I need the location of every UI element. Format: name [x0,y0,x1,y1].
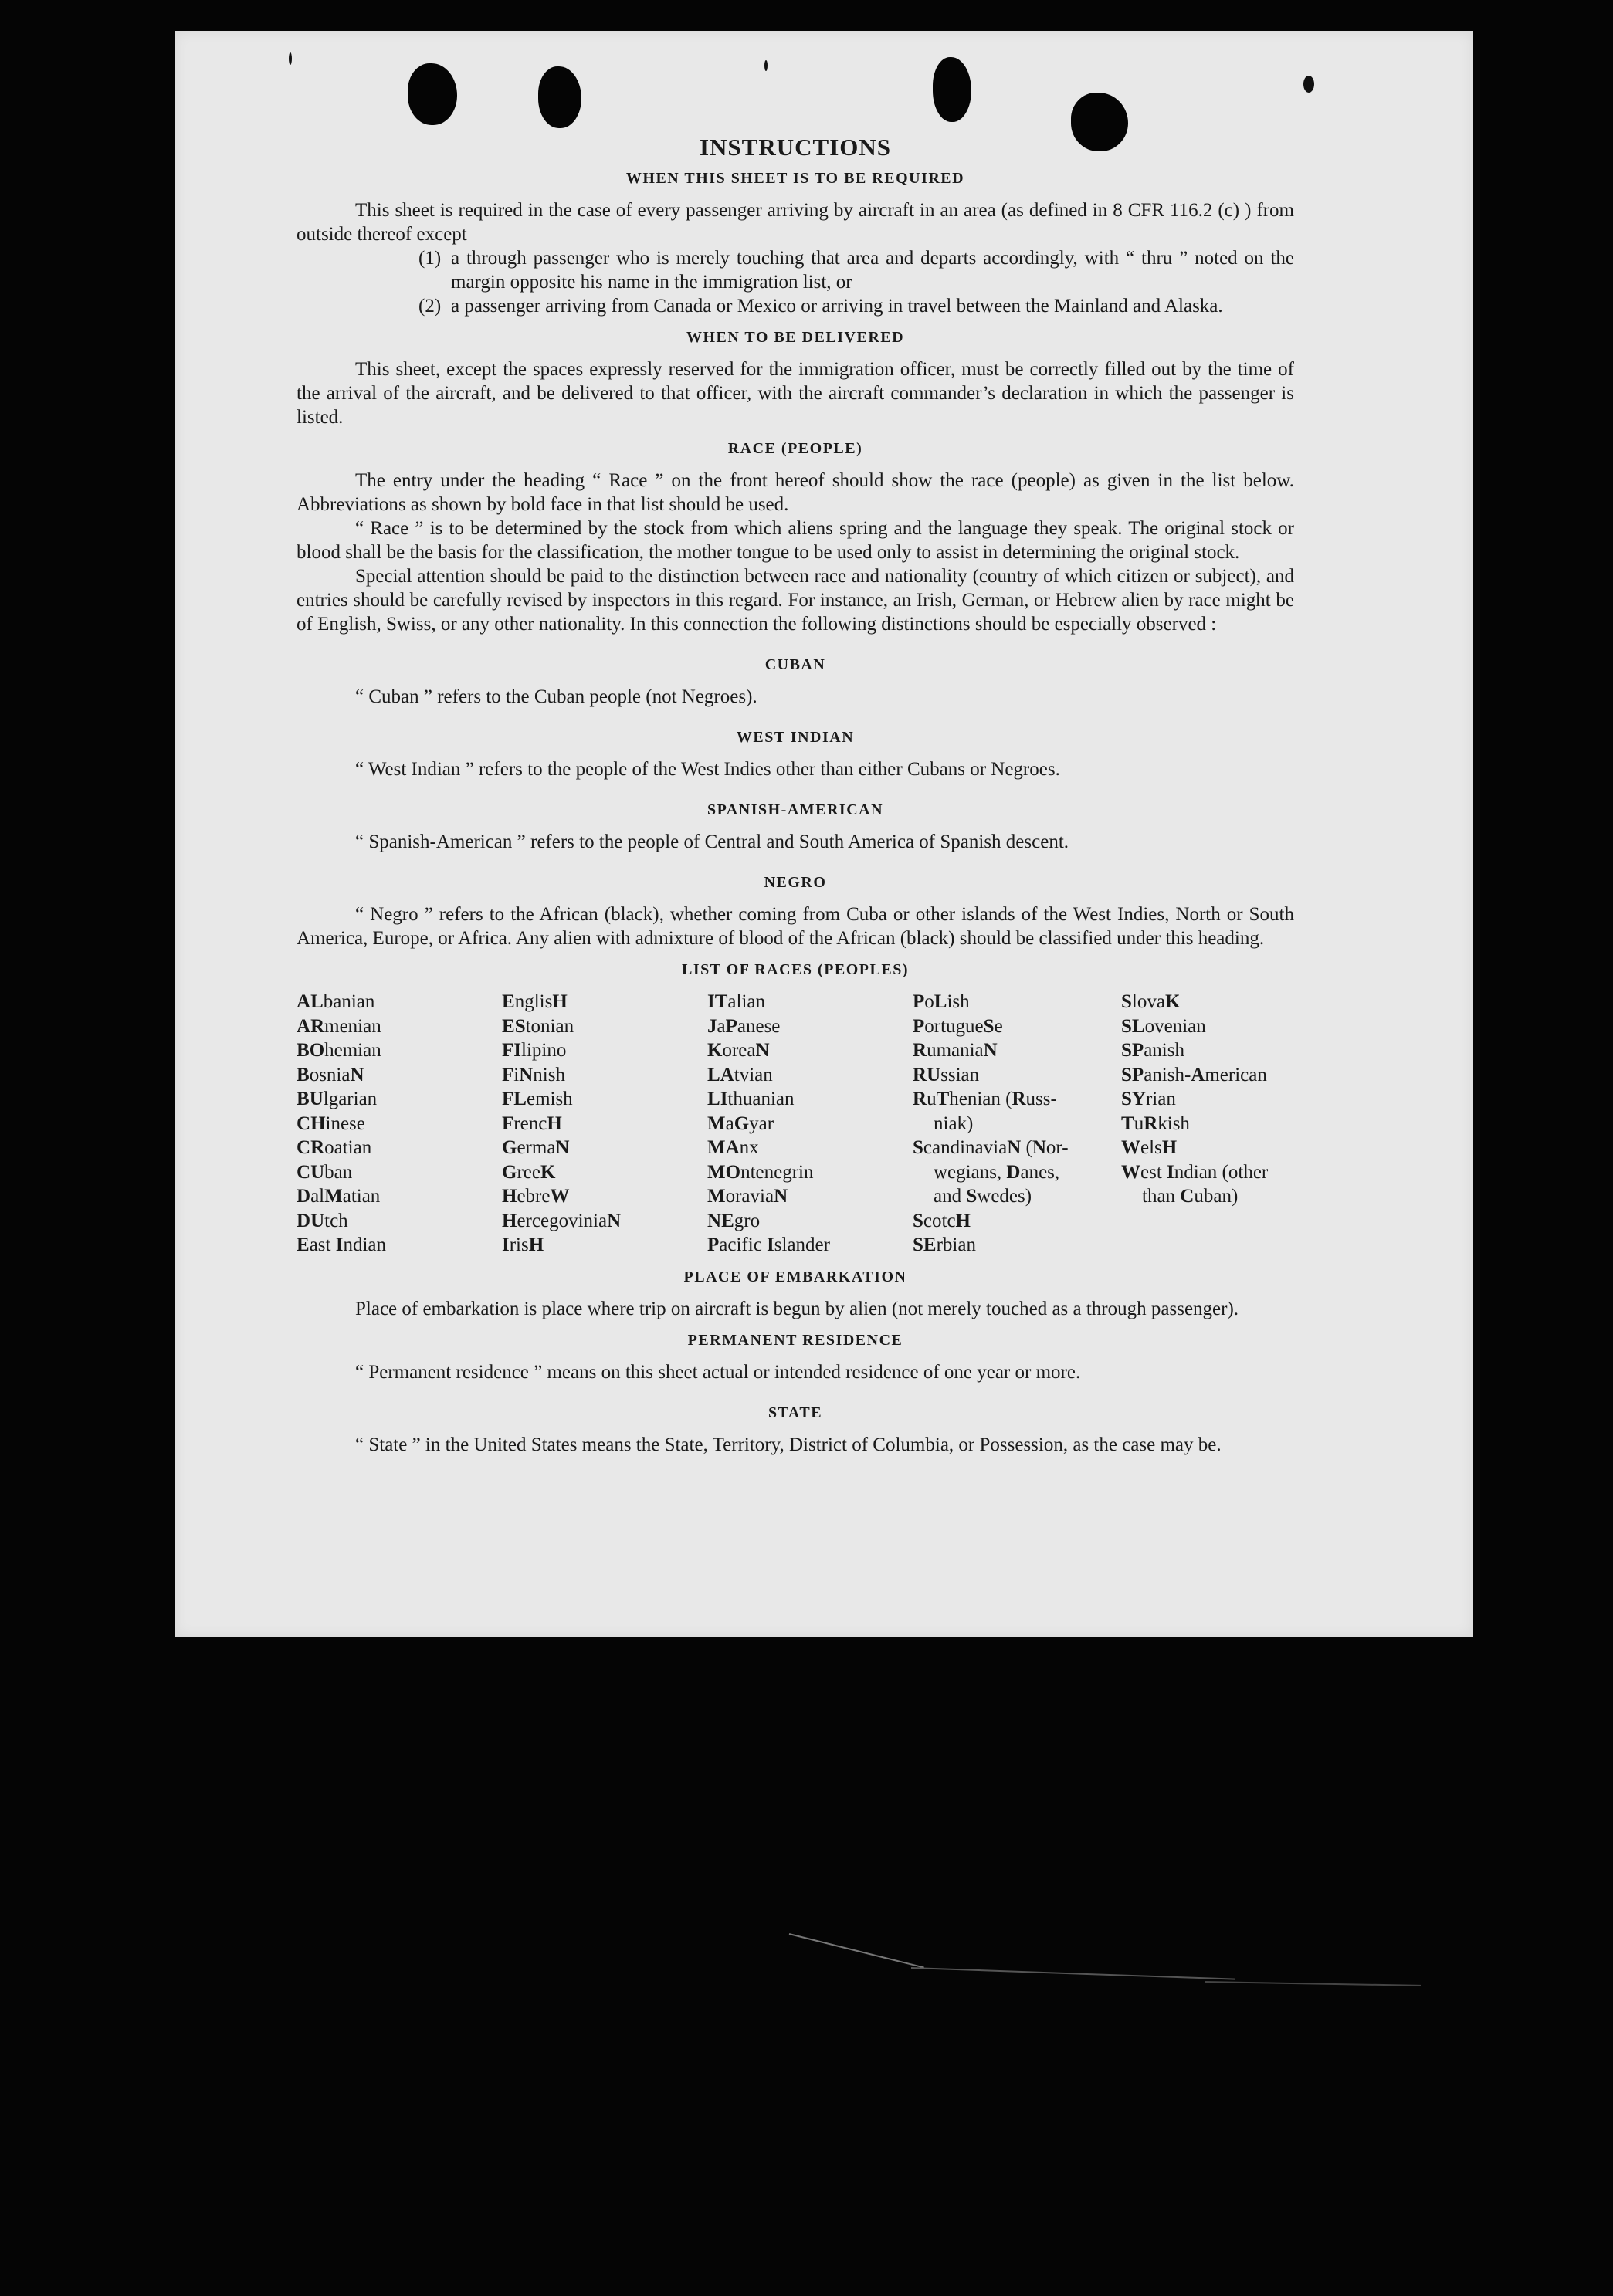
section-heading-when-required: WHEN THIS SHEET IS TO BE REQUIRED [625,170,965,187]
section-heading-embarkation: PLACE OF EMBARKATION [683,1268,907,1285]
race-entry: EStonian [502,1015,574,1037]
race-entry: SLovenian [1121,1015,1206,1037]
residence-text: “ Permanent residence ” means on this sheet actual or intended residence of one year or more. [355,1361,1081,1383]
race-entry: HercegoviniaN [502,1210,622,1231]
section-heading-race: RACE (PEOPLE) [727,440,863,457]
race-entry: DUtch [297,1210,348,1231]
race-paragraph-1: The entry under the heading “ Race ” on the front hereof should show the race (people) as given in the list below. Abbreviations as shown by bold face in that list should be used. [297,470,1294,515]
race-entry: DalMatian [297,1186,381,1207]
punch-hole [933,57,971,122]
race-paragraph-3: Special attention should be paid to the distinction between race and nationality (country of which citizen or subject), and entries should be carefully revised by inspectors in this regard. For instance, an Irish, German, or Hebrew alien by race might be of English, Swiss, or any other nationality. In this connection the following distinctions should be especially observed : [297,566,1294,635]
race-entry: ITalian [707,991,766,1012]
race-entry: wegians, Danes, [934,1161,1060,1183]
section-heading-residence: PERMANENT RESIDENCE [687,1331,903,1349]
race-entry: NEgro [707,1210,761,1231]
race-entry: SErbian [913,1234,976,1255]
state-text: “ State ” in the United States means the State, Territory, District of Columbia, or Possession, as the case may be. [355,1434,1222,1455]
race-entry: WelsH [1121,1137,1178,1158]
when-delivered-text: This sheet, except the spaces expressly reserved for the immigration officer, must be correctly filled out by the time of the arrival of the aircraft, and be delivered to that officer, with the aircraft commander’s declaration in which the passenger is listed. [297,359,1294,428]
race-entry: BosniaN [297,1064,364,1085]
races-column-2 [502,990,707,1258]
item-text: a passenger arriving from Canada or Mexico or arriving in travel between the Mainland and Alaska. [451,296,1223,317]
race-entry: Pacific Islander [707,1234,830,1255]
race-entry: HebreW [502,1186,570,1207]
exception-item-1 [418,246,1294,294]
race-entry: RumaniaN [913,1040,998,1061]
race-entry: TuRkish [1121,1112,1190,1134]
race-entry: GreeK [502,1161,556,1183]
race-entry: West Indian (other [1121,1161,1269,1183]
race-entry: PoLish [913,991,970,1012]
scratch-mark [1205,1981,1421,1986]
exception-item-2 [418,294,1294,318]
race-entry: SYrian [1121,1089,1176,1109]
race-entry: FiNnish [502,1064,565,1085]
race-entry: FIlipino [502,1040,567,1061]
section-heading-when-delivered: WHEN TO BE DELIVERED [686,329,905,346]
embarkation-text: Place of embarkation is place where trip on aircraft is begun by alien (not merely touched as a through passenger). [355,1298,1239,1319]
race-entry: ALbanian [297,991,375,1012]
race-entry: CHinese [297,1112,365,1134]
race-entry: SlovaK [1121,991,1181,1012]
race-entry: LIthuanian [707,1089,795,1109]
race-entry: ScandinaviaN (Nor- [913,1137,1069,1158]
race-entry: SPanish-American [1121,1064,1267,1085]
when-required-intro: This sheet is required in the case of every passenger arriving by aircraft in an area (as defined in 8 CFR 116.2 (c) ) from outside thereof except [297,200,1294,245]
page-title: INSTRUCTIONS [699,134,891,161]
race-entry: BUlgarian [297,1089,378,1109]
races-column-3 [707,990,913,1258]
punch-hole [408,63,457,125]
race-entry: and Swedes) [934,1186,1032,1207]
races-column-5 [1121,990,1294,1258]
ink-speck [289,52,292,65]
race-entry: EnglisH [502,991,568,1012]
races-list [297,990,1294,1258]
race-entry: East Indian [297,1234,386,1255]
ink-speck [1303,76,1314,93]
race-entry: JaPanese [707,1015,781,1037]
race-entry: LAtvian [707,1064,773,1085]
race-entry: than Cuban) [1142,1186,1239,1207]
section-heading-state: STATE [768,1404,823,1421]
race-entry: MaGyar [707,1112,774,1134]
race-entry: ScotcH [913,1210,971,1231]
race-entry: RuThenian (Russ- [913,1089,1057,1109]
section-heading-cuban: CUBAN [764,656,826,673]
race-entry: IrisH [502,1234,544,1255]
race-entry: KoreaN [707,1040,770,1061]
ink-speck [764,60,768,71]
section-heading-list-of-races: LIST OF RACES (PEOPLES) [681,961,909,978]
race-entry: RUssian [913,1064,980,1085]
race-entry: MOntenegrin [707,1161,814,1183]
section-heading-spanish-american: SPANISH-AMERICAN [707,801,884,818]
race-entry: CUban [297,1161,353,1183]
races-column-1 [297,990,502,1258]
instructions-content [297,135,1294,1457]
race-entry: PortugueSe [913,1015,1003,1037]
race-entry: SPanish [1121,1040,1184,1061]
item-number: (2) [418,296,442,317]
race-entry: MoraviaN [707,1186,788,1207]
races-column-4 [913,990,1121,1258]
scratch-mark [911,1967,1235,1980]
section-heading-west-indian: WEST INDIAN [736,729,855,746]
punch-hole [538,66,581,128]
document-sheet [175,31,1473,1637]
item-text: a through passenger who is merely touching that area and departs accordingly, with “ thru ” noted on the margin opposite his name in the immigration list, or [451,248,1294,293]
race-entry: CRoatian [297,1137,372,1158]
race-paragraph-2: “ Race ” is to be determined by the stock from which aliens spring and the language they speak. The original stock or blood shall be the basis for the classification, the mother tongue to be used only to assist in determining the original stock. [297,518,1294,563]
scratch-mark [789,1933,924,1968]
race-entry: niak) [934,1112,974,1134]
spanish-american-text: “ Spanish-American ” refers to the people of Central and South America of Spanish descent. [355,831,1069,852]
negro-text: “ Negro ” refers to the African (black), whether coming from Cuba or other islands of the West Indies, North or South America, Europe, or Africa. Any alien with admixture of blood of the African (black) should be classified under this heading. [297,904,1294,949]
race-entry: MAnx [707,1137,759,1158]
west-indian-text: “ West Indian ” refers to the people of the West Indies other than either Cubans or Negroes. [355,759,1060,780]
item-number: (1) [418,248,442,269]
cuban-text: “ Cuban ” refers to the Cuban people (not Negroes). [355,686,757,707]
section-heading-negro: NEGRO [764,874,827,891]
race-entry: ARmenian [297,1015,381,1037]
race-entry: FrencH [502,1112,562,1134]
race-entry: GermaN [502,1137,570,1158]
race-entry: FLemish [502,1089,573,1109]
race-entry: BOhemian [297,1040,381,1061]
